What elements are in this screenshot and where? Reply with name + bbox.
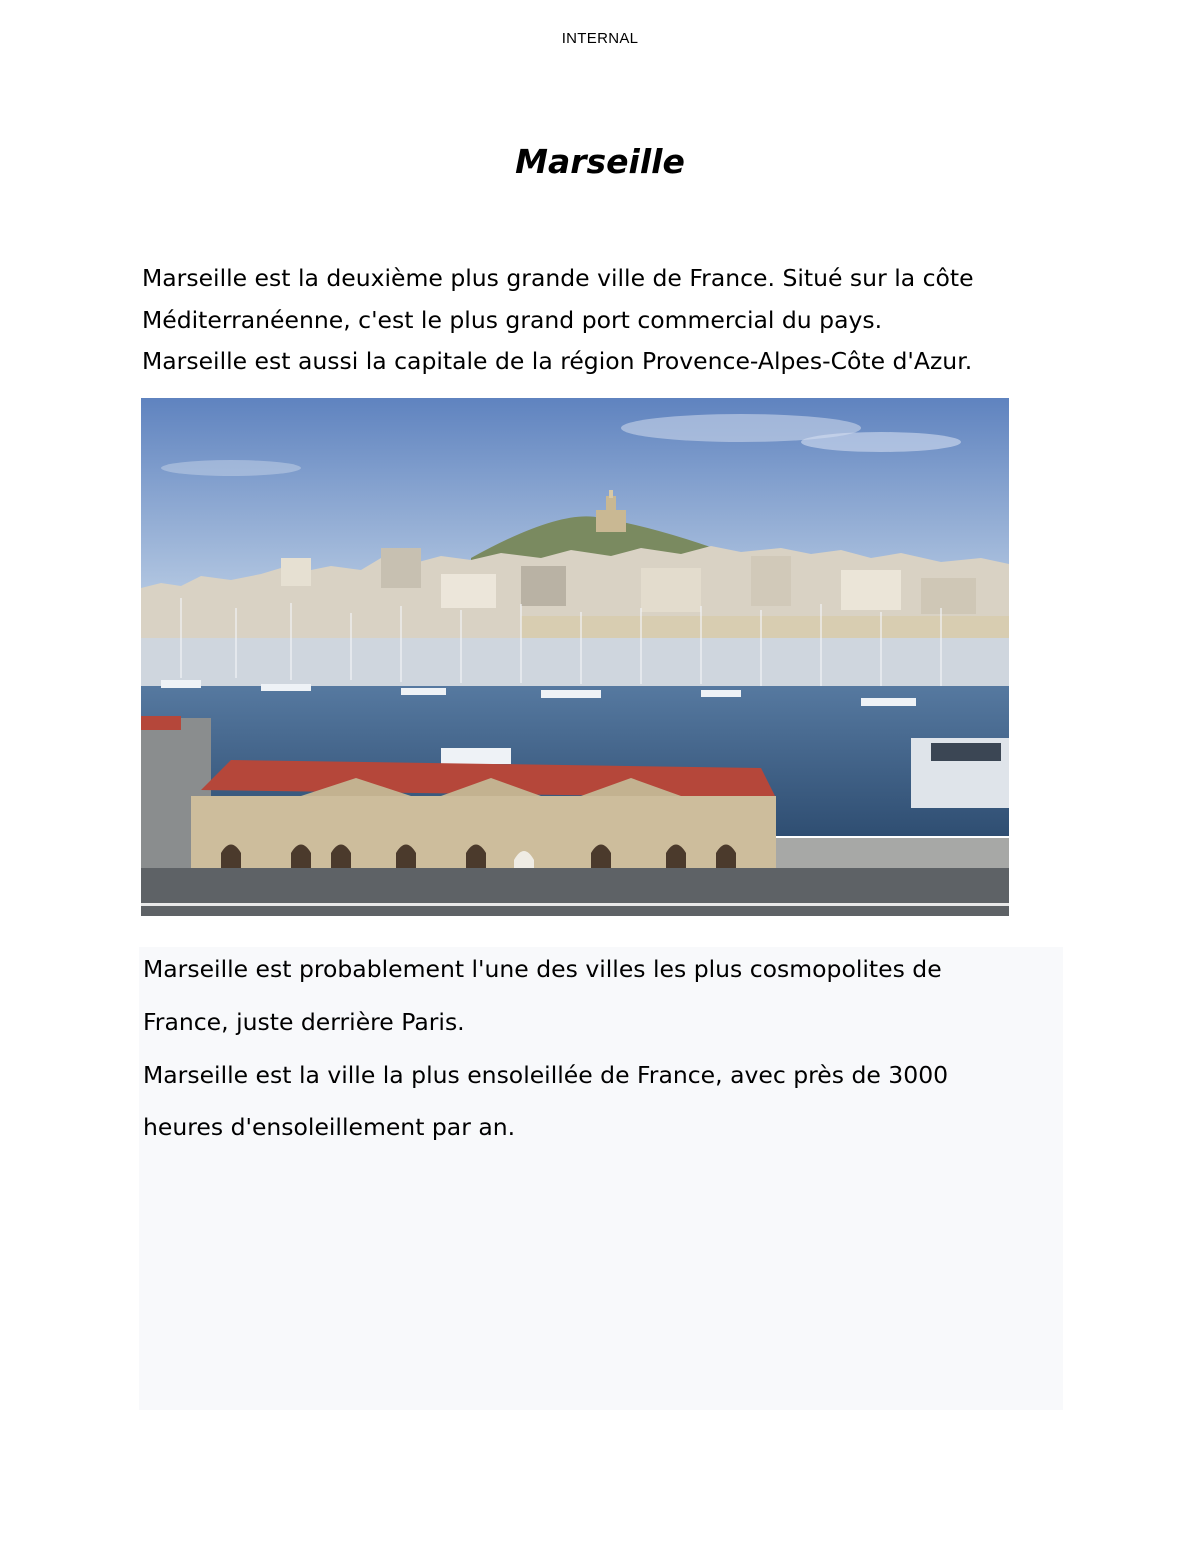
details-line-1: Marseille est probablement l'une des villes les plus cosmopolites de [143,955,942,983]
intro-line-3: Marseille est aussi la capitale de la région Provence-Alpes-Côte d'Azur. [142,347,973,375]
document-title: Marseille [515,142,685,181]
harbor-photo [141,398,1009,916]
intro-line-2: Méditerranéenne, c'est le plus grand port commercial du pays. [142,306,883,334]
details-block [139,947,1063,1410]
intro-line-1: Marseille est la deuxième plus grande ville de France. Situé sur la côte [142,264,974,292]
details-line-2: France, juste derrière Paris. [143,1008,465,1036]
details-line-4: heures d'ensoleillement par an. [143,1113,516,1141]
details-line-3: Marseille est la ville la plus ensoleillée de France, avec près de 3000 [143,1061,949,1089]
classification-label: INTERNAL [561,30,639,47]
